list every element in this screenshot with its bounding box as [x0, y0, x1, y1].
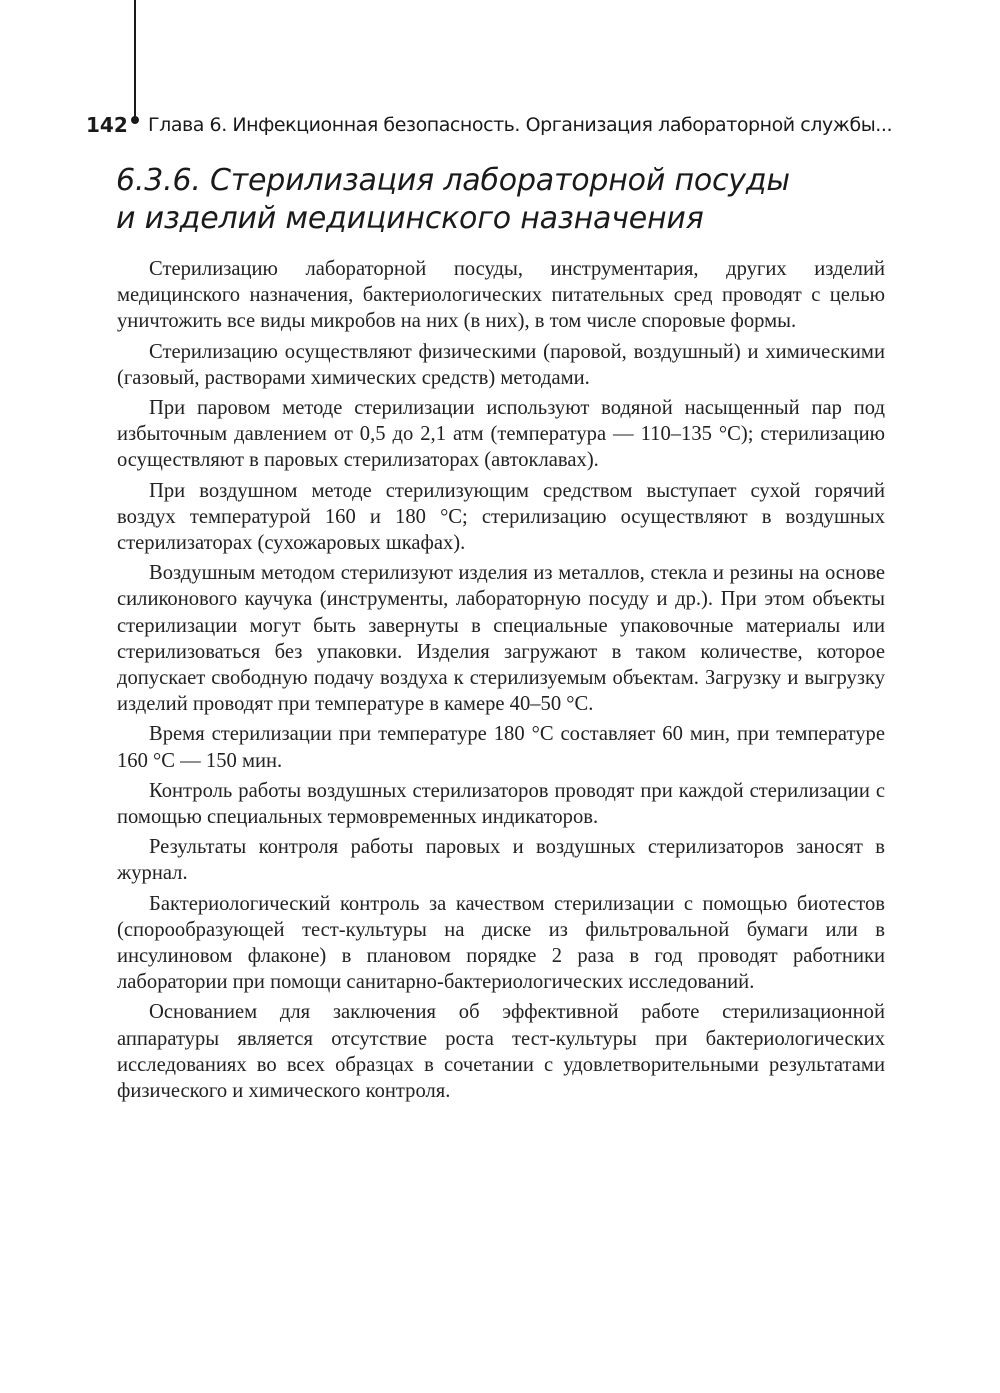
paragraph-3: При паровом методе стерилизации используют водяной насыщенный пар под избыточным давлением от 0,5 до 2,1 атм (температура — 110–135 °С); стерилизацию осуществляют в паровых стерилизаторах (автоклавах).	[117, 397, 885, 472]
page-number: 142	[86, 113, 128, 137]
paragraph-1: Стерилизацию лабораторной посуды, инструментария, других изделий медицинского назначения, бактериологических питательных сред проводят с целью уничтожить все виды микробов на них (в них), в том числе споровые формы.	[117, 258, 885, 333]
paragraph-10: Основанием для заключения об эффективной работе стерилизационной аппаратуры является отсутствие роста тест-культуры при бактериологических исследованиях во всех образцах в сочетании с удовлетворительными результатами физического и химического контроля.	[117, 1001, 885, 1103]
running-header: Глава 6. Инфекционная безопасность. Организация лабораторной службы...	[148, 114, 893, 136]
paragraph-2: Стерилизацию осуществляют физическими (паровой, воздушный) и химическими (газовый, растворами химических средств) методами.	[117, 340, 885, 389]
paragraph-6: Время стерилизации при температуре 180 °С составляет 60 мин, при температуре 160 °С — 150 мин.	[117, 723, 885, 772]
paragraph-5: Воздушным методом стерилизуют изделия из металлов, стекла и резины на основе силиконового каучука (инструменты, лабораторную посуду и др.). При этом объекты стерилизации могут быть завернуты в специальные упаковочные материалы или стерилизоваться без упаковки. Изделия загружают в таком количестве, которое допускает свободную подачу воздуха к стерилизуемым объектам. Загрузку и выгрузку изделий проводят при температуре в камере 40–50 °С.	[117, 562, 885, 716]
section-title	[116, 162, 896, 238]
body-text	[117, 256, 885, 1108]
paragraph-9: Бактериологический контроль за качеством стерилизации с помощью биотестов (спорообразующей тест-культуры на диске из фильтровальной бумаги или в инсулиновом флаконе) в плановом порядке 2 раза в год проводят работники лаборатории при помощи санитарно-бактериологических исследований.	[117, 892, 885, 994]
paragraph-4: При воздушном методе стерилизующим средством выступает сухой горячий воздух температурой 160 и 180 °С; стерилизацию осуществляют в воздушных стерилизаторах (сухожаровых шкафах).	[117, 479, 885, 555]
paragraph-7: Контроль работы воздушных стерилизаторов проводят при каждой стерилизации с помощью специальных термовременных индикаторов.	[117, 779, 885, 829]
section-title-line-1: 6.3.6. Стерилизация лабораторной посуды	[116, 163, 790, 198]
header-rule-dot	[131, 116, 139, 124]
header-vertical-rule	[134, 0, 136, 122]
paragraph-8: Результаты контроля работы паровых и воздушных стерилизаторов заносят в журнал.	[117, 836, 885, 885]
section-title-line-2: и изделий медицинского назначения	[116, 201, 704, 236]
